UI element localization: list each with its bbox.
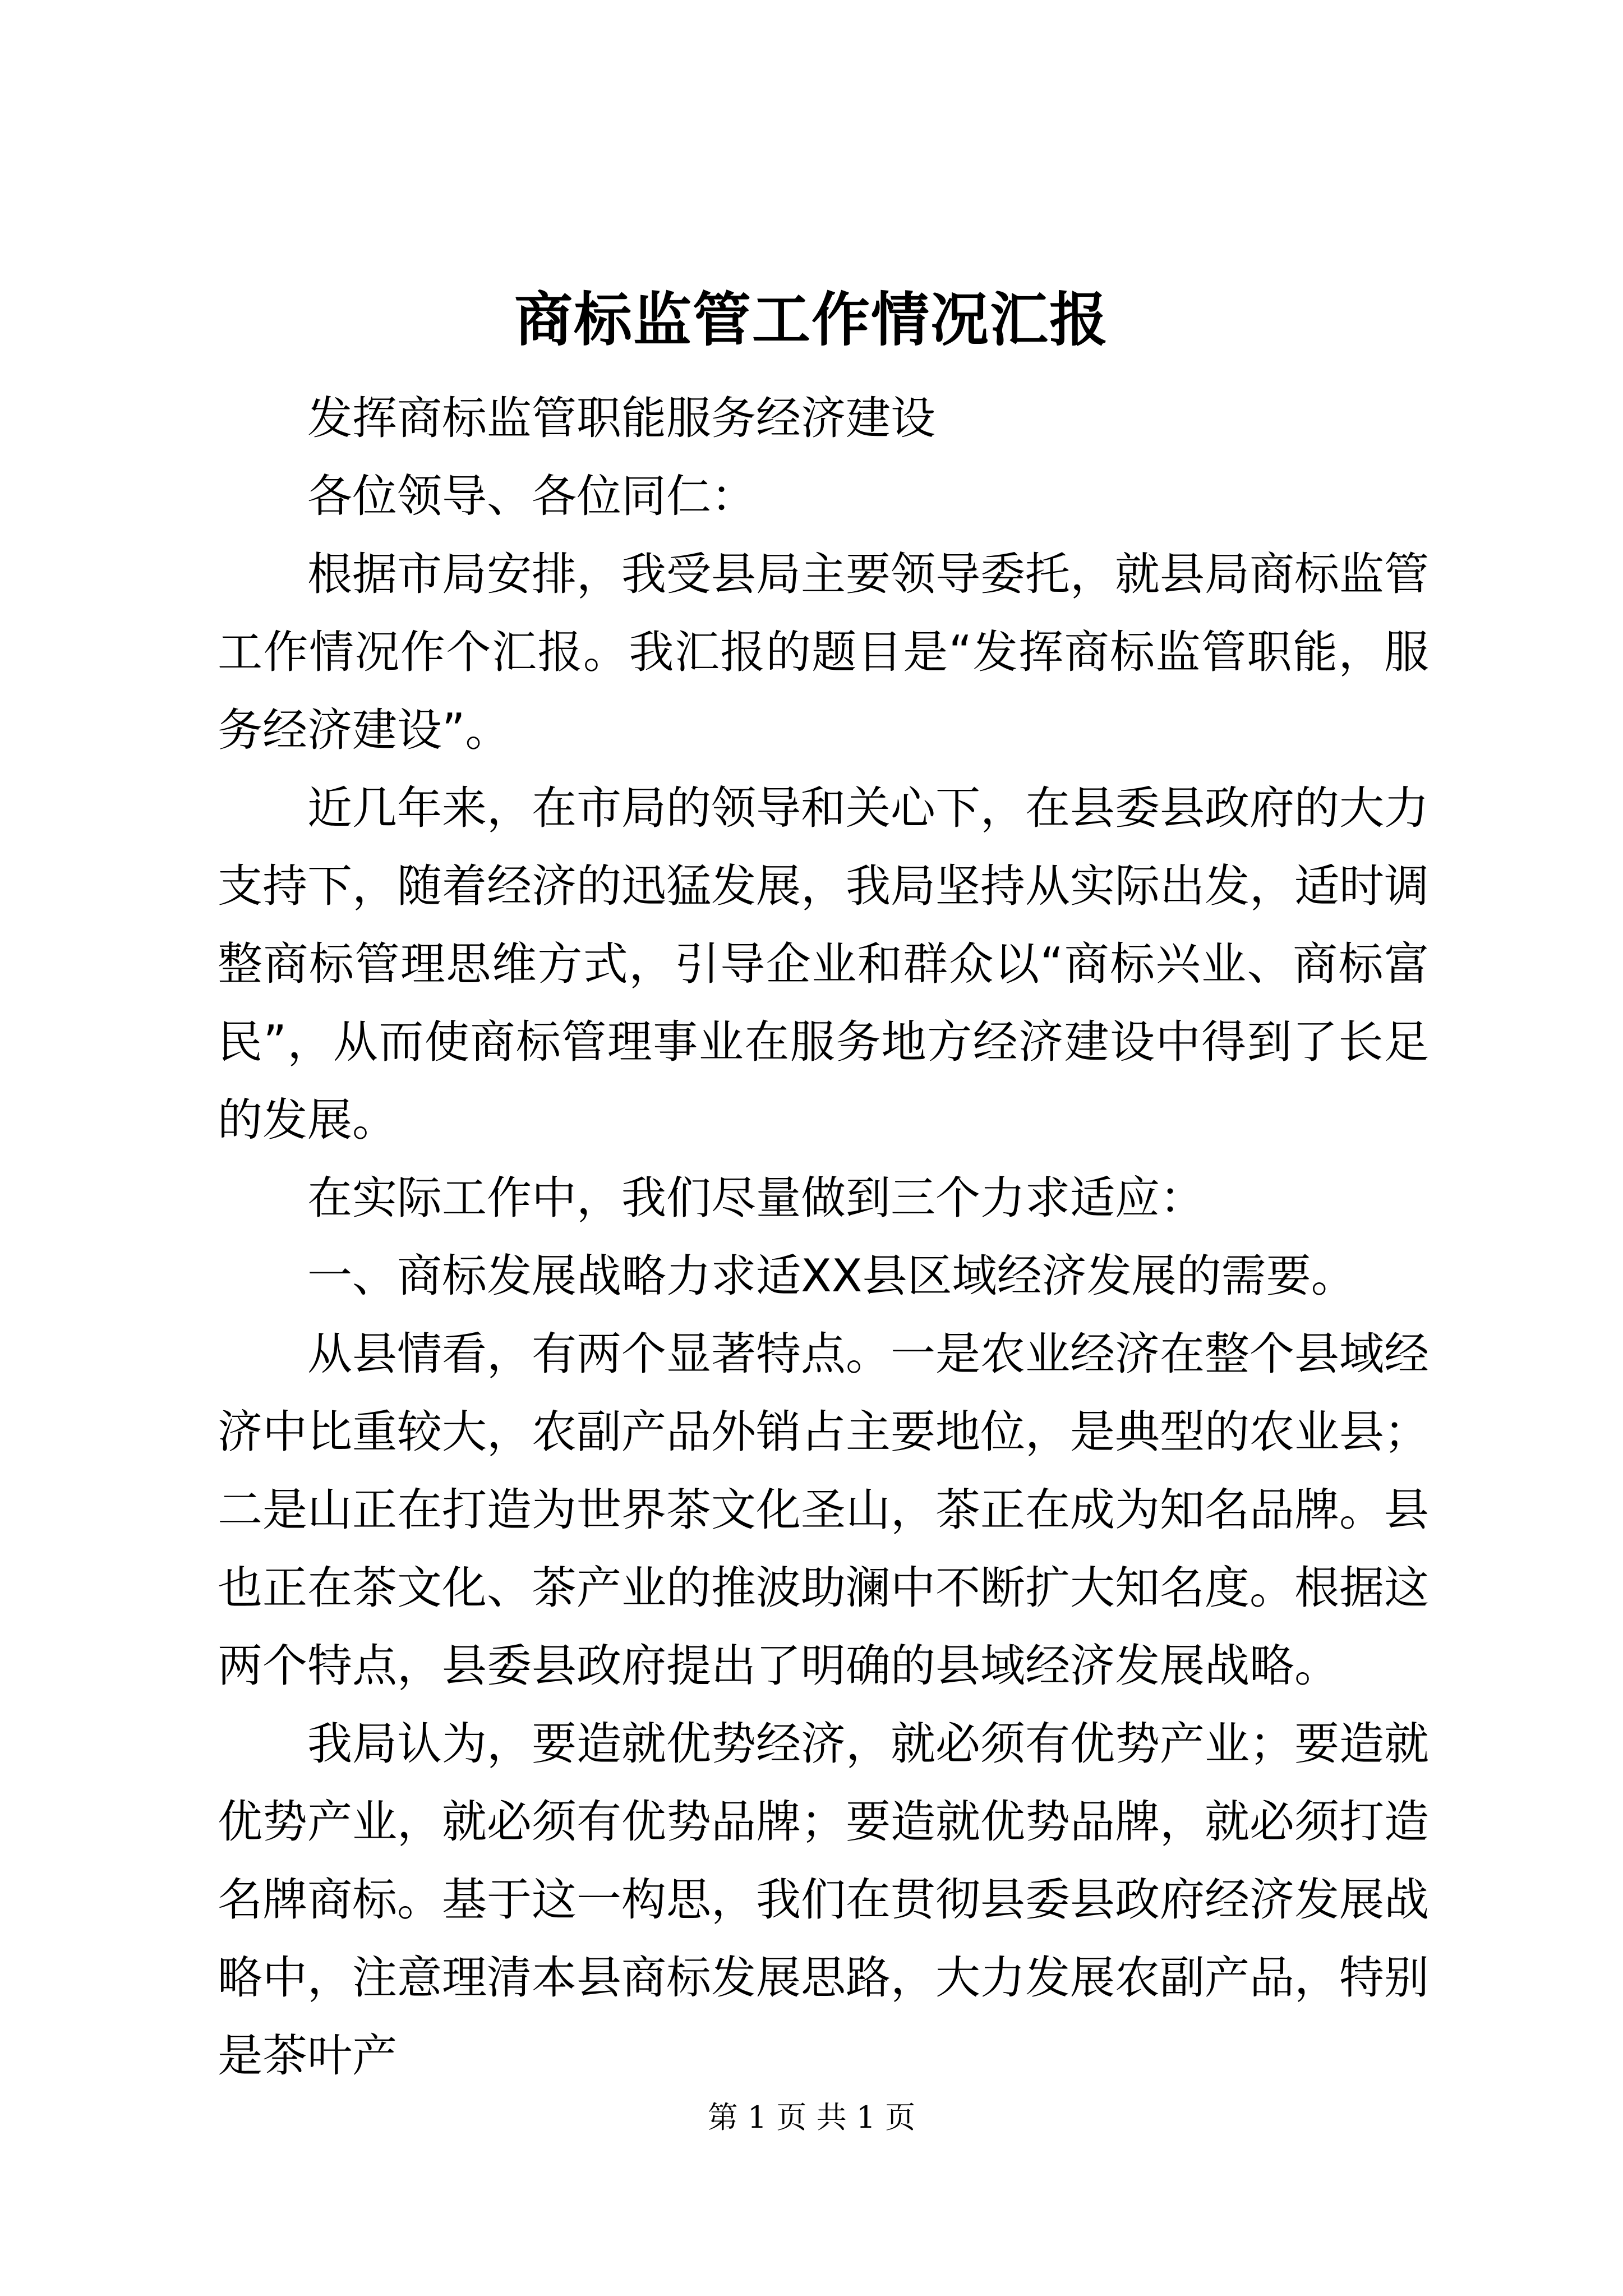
document-title: 商标监管工作情况汇报 xyxy=(514,285,1109,354)
paragraph-subtitle: 发挥商标监管职能服务经济建设 xyxy=(307,392,935,444)
paragraph-salutation: 各位领导、各位同仁： xyxy=(307,470,756,522)
paragraph: 从县情看，有两个显著特点。一是农业经济在整个县域经济中比重较大，农副产品外销占主要地位，是典型的农业县；二是山正在打造为世界茶文化圣山，茶正在成为知名品牌。县也正在茶文化、茶产业的推波助澜中不断扩大知名度。根据这两个特点，县委县政府提出了明确的县域经济发展战略。 xyxy=(218,1328,1429,1692)
paragraph: 根据市局安排，我受县局主要领导委托，就县局商标监管工作情况作个汇报。我汇报的题目是“发挥商标监管职能，服务经济建设”。 xyxy=(218,548,1429,756)
page-footer: 第 1 页 共 1 页 xyxy=(707,2100,916,2135)
paragraph-section-heading: 一、商标发展战略力求适XX县区域经济发展的需要。 xyxy=(307,1250,1356,1302)
paragraph: 近几年来，在市局的领导和关心下，在县委县政府的大力支持下，随着经济的迅猛发展，我局坚持从实际出发，适时调整商标管理思维方式，引导企业和群众以“商标兴业、商标富民”，从而使商标管理事业在服务地方经济建设中得到了长足的发展。 xyxy=(218,782,1429,1146)
paragraph: 我局认为，要造就优势经济，就必须有优势产业；要造就优势产业，就必须有优势品牌；要造就优势品牌，就必须打造名牌商标。基于这一构思，我们在贯彻县委县政府经济发展战略中，注意理清本县商标发展思路，大力发展农副产品，特别是茶叶产 xyxy=(218,1718,1429,2082)
paragraph: 在实际工作中，我们尽量做到三个力求适应： xyxy=(307,1172,1205,1224)
document-body xyxy=(218,379,1429,2095)
